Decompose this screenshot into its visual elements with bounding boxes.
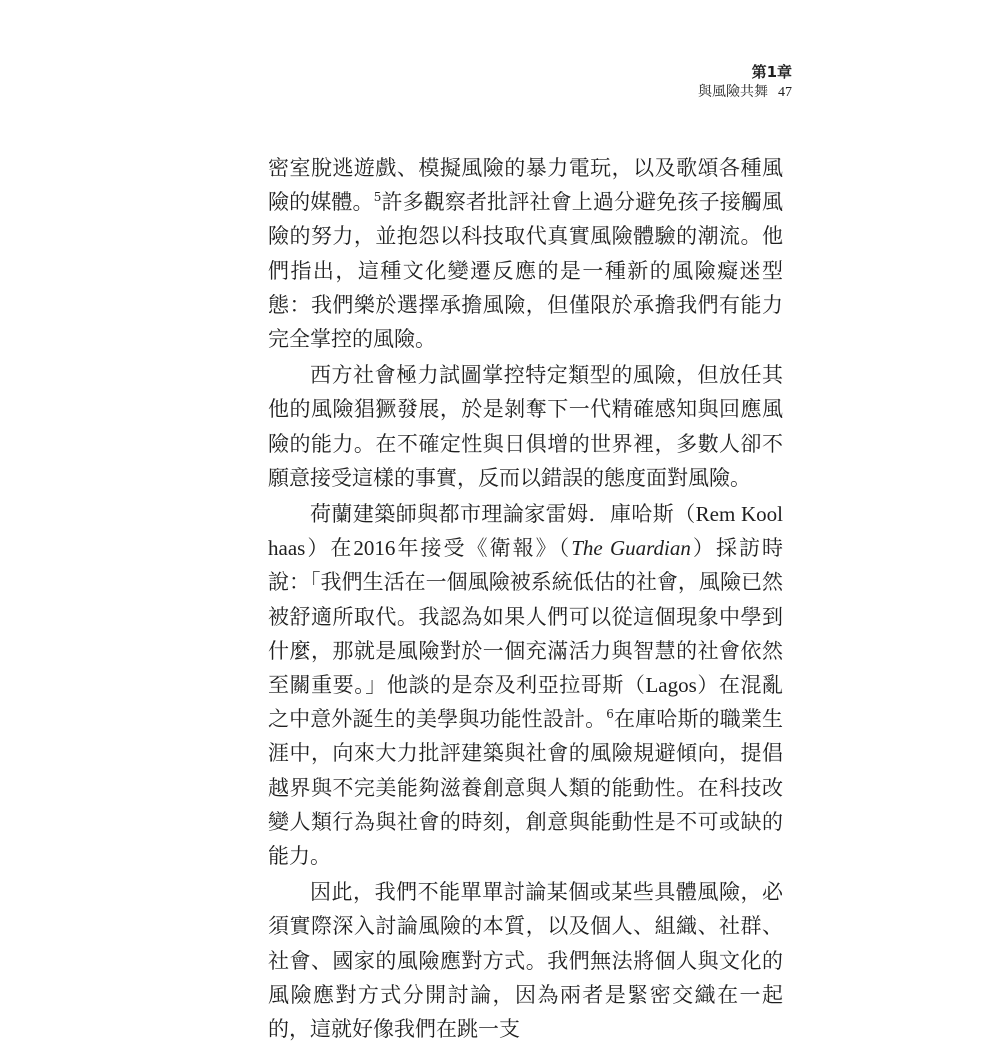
- footnote-marker: 5: [373, 190, 382, 205]
- text-segment: ）採訪時說：「我們生活在一個風險被系統低估的社會，風險已然被舒適所取代。我認為如果人們可以從這個現象中學到什麼，那就是風險對於一個充滿活力與智慧的社會依然至關重要。」他談的是奈及利亞拉哥斯（: [268, 536, 784, 698]
- text-segment: 許多觀察者批評社會上過分避免孩子接觸風險的努力，並抱怨以科技取代真實風險體驗的潮流。他們指出，這種文化變遷反應的是一種新的風險癡迷型態：我們樂於選擇承擔風險，但僅限於承擔我們有能力完全掌控的風險。: [268, 190, 784, 352]
- chapter-subtitle-line: [698, 82, 792, 103]
- text-segment: ）在: [305, 536, 354, 561]
- body-paragraph: [268, 875, 783, 1046]
- text-segment: 因此，我們不能單單討論某個或某些具體風險，必須實際深入討論風險的本質，以及個人、組織、社群、社會、國家的風險應對方式。我們無法將個人與文化的風險應對方式分開討論，因為兩者是緊密交織在一起的，這就好像我們在跳一支: [268, 880, 783, 1042]
- chapter-subtitle: 與風險共舞: [698, 84, 768, 100]
- text-segment: 西方社會極力試圖掌控特定類型的風險，但放任其他的風險猖獗發展，於是剝奪下一代精確感知與回應風險的能力。在不確定性與日俱增的世界裡，多數人卻不願意接受這樣的事實，反而以錯誤的態度面對風險。: [268, 363, 783, 490]
- latin-text: 2016: [353, 536, 396, 561]
- chapter-label: 第1章: [751, 63, 792, 81]
- page-number: 47: [778, 85, 792, 100]
- body-paragraph: [268, 358, 783, 495]
- italic-title: The Guardian: [571, 536, 691, 561]
- text-segment: 荷蘭建築師與都市理論家雷姆．庫哈斯（: [310, 502, 696, 527]
- body-paragraph: [268, 151, 783, 356]
- running-header: [698, 62, 792, 103]
- footnote-marker: 6: [606, 707, 614, 722]
- text-segment: 年接受《衛報》（: [395, 536, 572, 561]
- text-segment: 密室脫逃遊戲、模擬風險的暴力電玩，以及歌頌各種風險的媒體。: [268, 156, 783, 215]
- body-text: [268, 151, 783, 1046]
- body-paragraph: [268, 497, 783, 873]
- latin-text: Lagos: [645, 673, 697, 698]
- text-segment: ）在混亂之中意外誕生的美學與功能性設計。: [268, 673, 784, 732]
- latin-text: Rem Koolhaas: [268, 502, 783, 561]
- text-segment: 在庫哈斯的職業生涯中，向來大力批評建築與社會的風險規避傾向，提倡越界與不完美能夠滋養創意與人類的能動性。在科技改變人類行為與社會的時刻，創意與能動性是不可或缺的能力。: [268, 707, 784, 869]
